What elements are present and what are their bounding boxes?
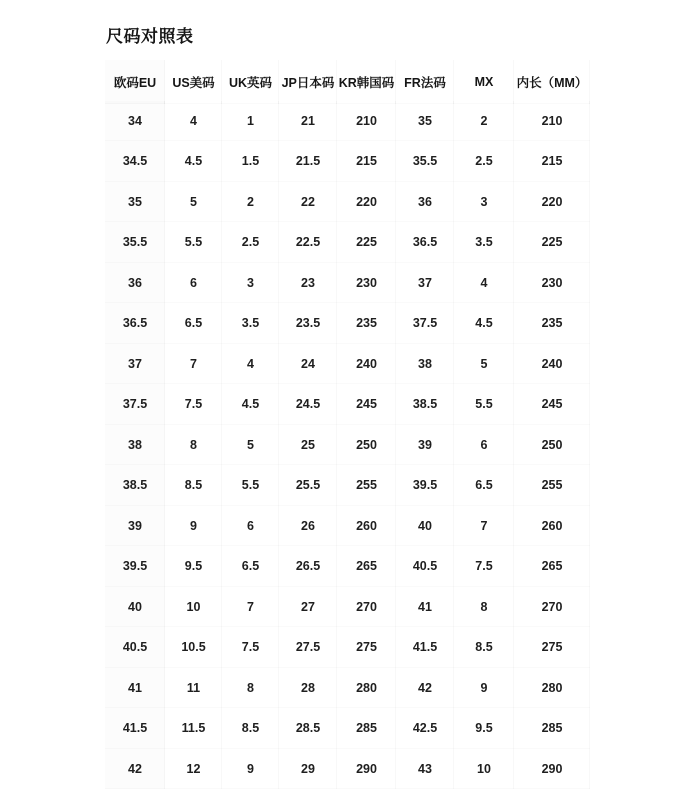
table-cell: 36.5 bbox=[396, 222, 454, 263]
table-cell: 5.5 bbox=[222, 465, 279, 506]
table-cell: 290 bbox=[514, 749, 590, 790]
table-cell: 25.5 bbox=[279, 465, 337, 506]
table-cell: 40.5 bbox=[396, 546, 454, 587]
table-cell: 40 bbox=[105, 587, 165, 628]
table-cell: 6.5 bbox=[222, 546, 279, 587]
table-cell: 38.5 bbox=[105, 465, 165, 506]
table-cell: 7.5 bbox=[222, 627, 279, 668]
table-cell: 22 bbox=[279, 182, 337, 223]
table-cell: 6.5 bbox=[454, 465, 514, 506]
column-header: JP日本码 bbox=[279, 60, 337, 104]
table-cell: 5 bbox=[454, 344, 514, 385]
table-cell: 35 bbox=[396, 101, 454, 142]
table-cell: 41.5 bbox=[396, 627, 454, 668]
table-cell: 265 bbox=[337, 546, 396, 587]
table-cell: 255 bbox=[337, 465, 396, 506]
table-cell: 9.5 bbox=[454, 708, 514, 749]
table-cell: 23.5 bbox=[279, 303, 337, 344]
table-cell: 24.5 bbox=[279, 384, 337, 425]
table-cell: 275 bbox=[337, 627, 396, 668]
table-cell: 36 bbox=[396, 182, 454, 223]
table-cell: 7 bbox=[165, 344, 222, 385]
table-cell: 38.5 bbox=[396, 384, 454, 425]
page-title: 尺码对照表 bbox=[106, 27, 194, 46]
size-conversion-table bbox=[105, 60, 590, 789]
table-cell: 8.5 bbox=[222, 708, 279, 749]
table-cell: 280 bbox=[337, 668, 396, 709]
column-header: 欧码EU bbox=[105, 60, 165, 104]
table-cell: 28 bbox=[279, 668, 337, 709]
table-cell: 3 bbox=[454, 182, 514, 223]
table-cell: 1 bbox=[222, 101, 279, 142]
table-cell: 34.5 bbox=[105, 141, 165, 182]
table-cell: 38 bbox=[396, 344, 454, 385]
table-cell: 6.5 bbox=[165, 303, 222, 344]
table-cell: 240 bbox=[337, 344, 396, 385]
column-header: US美码 bbox=[165, 60, 222, 104]
table-cell: 235 bbox=[514, 303, 590, 344]
table-cell: 215 bbox=[337, 141, 396, 182]
table-cell: 8 bbox=[165, 425, 222, 466]
table-cell: 3 bbox=[222, 263, 279, 304]
table-cell: 42 bbox=[396, 668, 454, 709]
table-cell: 255 bbox=[514, 465, 590, 506]
table-cell: 42.5 bbox=[396, 708, 454, 749]
table-cell: 9 bbox=[165, 506, 222, 547]
table-cell: 39.5 bbox=[105, 546, 165, 587]
table-cell: 35.5 bbox=[396, 141, 454, 182]
table-cell: 7.5 bbox=[454, 546, 514, 587]
table-cell: 4 bbox=[165, 101, 222, 142]
table-cell: 23 bbox=[279, 263, 337, 304]
column-header: 内长（MM） bbox=[514, 60, 590, 104]
table-cell: 37 bbox=[396, 263, 454, 304]
table-cell: 40.5 bbox=[105, 627, 165, 668]
table-cell: 26.5 bbox=[279, 546, 337, 587]
table-cell: 215 bbox=[514, 141, 590, 182]
table-cell: 4.5 bbox=[454, 303, 514, 344]
table-cell: 10.5 bbox=[165, 627, 222, 668]
table-cell: 210 bbox=[337, 101, 396, 142]
table-cell: 265 bbox=[514, 546, 590, 587]
table-cell: 5 bbox=[165, 182, 222, 223]
table-cell: 4 bbox=[222, 344, 279, 385]
table-cell: 9 bbox=[222, 749, 279, 790]
table-cell: 22.5 bbox=[279, 222, 337, 263]
table-cell: 43 bbox=[396, 749, 454, 790]
table-cell: 260 bbox=[514, 506, 590, 547]
table-cell: 245 bbox=[337, 384, 396, 425]
table-cell: 250 bbox=[337, 425, 396, 466]
table-cell: 4.5 bbox=[165, 141, 222, 182]
table-cell: 28.5 bbox=[279, 708, 337, 749]
table-cell: 220 bbox=[337, 182, 396, 223]
table-cell: 39 bbox=[105, 506, 165, 547]
table-cell: 41 bbox=[105, 668, 165, 709]
table-cell: 285 bbox=[514, 708, 590, 749]
table-cell: 39.5 bbox=[396, 465, 454, 506]
table-cell: 280 bbox=[514, 668, 590, 709]
table-cell: 41.5 bbox=[105, 708, 165, 749]
table-cell: 25 bbox=[279, 425, 337, 466]
table-cell: 8.5 bbox=[165, 465, 222, 506]
table-cell: 38 bbox=[105, 425, 165, 466]
table-cell: 270 bbox=[514, 587, 590, 628]
table-cell: 37.5 bbox=[396, 303, 454, 344]
table-cell: 40 bbox=[396, 506, 454, 547]
table-cell: 37.5 bbox=[105, 384, 165, 425]
table-cell: 35 bbox=[105, 182, 165, 223]
table-cell: 10 bbox=[454, 749, 514, 790]
table-cell: 230 bbox=[337, 263, 396, 304]
table-cell: 42 bbox=[105, 749, 165, 790]
table-cell: 7 bbox=[222, 587, 279, 628]
table-cell: 2 bbox=[222, 182, 279, 223]
table-cell: 6 bbox=[222, 506, 279, 547]
table-cell: 10 bbox=[165, 587, 222, 628]
table-cell: 12 bbox=[165, 749, 222, 790]
table-cell: 240 bbox=[514, 344, 590, 385]
table-cell: 5.5 bbox=[454, 384, 514, 425]
column-header: FR法码 bbox=[396, 60, 454, 104]
table-cell: 6 bbox=[454, 425, 514, 466]
table-cell: 8.5 bbox=[454, 627, 514, 668]
table-cell: 35.5 bbox=[105, 222, 165, 263]
table-cell: 235 bbox=[337, 303, 396, 344]
table-cell: 9.5 bbox=[165, 546, 222, 587]
table-cell: 1.5 bbox=[222, 141, 279, 182]
table-cell: 4.5 bbox=[222, 384, 279, 425]
table-cell: 6 bbox=[165, 263, 222, 304]
column-header: UK英码 bbox=[222, 60, 279, 104]
table-cell: 4 bbox=[454, 263, 514, 304]
table-cell: 250 bbox=[514, 425, 590, 466]
table-cell: 7.5 bbox=[165, 384, 222, 425]
table-cell: 225 bbox=[514, 222, 590, 263]
table-cell: 245 bbox=[514, 384, 590, 425]
table-cell: 3.5 bbox=[222, 303, 279, 344]
table-cell: 5.5 bbox=[165, 222, 222, 263]
table-cell: 225 bbox=[337, 222, 396, 263]
table-cell: 36 bbox=[105, 263, 165, 304]
table-cell: 275 bbox=[514, 627, 590, 668]
table-cell: 8 bbox=[454, 587, 514, 628]
table-cell: 3.5 bbox=[454, 222, 514, 263]
table-cell: 9 bbox=[454, 668, 514, 709]
table-cell: 11 bbox=[165, 668, 222, 709]
column-header: KR韩国码 bbox=[337, 60, 396, 104]
table-cell: 2 bbox=[454, 101, 514, 142]
table-cell: 27.5 bbox=[279, 627, 337, 668]
table-cell: 220 bbox=[514, 182, 590, 223]
table-cell: 29 bbox=[279, 749, 337, 790]
table-cell: 26 bbox=[279, 506, 337, 547]
table-cell: 290 bbox=[337, 749, 396, 790]
table-cell: 260 bbox=[337, 506, 396, 547]
table-cell: 230 bbox=[514, 263, 590, 304]
table-cell: 24 bbox=[279, 344, 337, 385]
table-cell: 2.5 bbox=[454, 141, 514, 182]
table-cell: 8 bbox=[222, 668, 279, 709]
table-cell: 2.5 bbox=[222, 222, 279, 263]
table-cell: 11.5 bbox=[165, 708, 222, 749]
table-cell: 37 bbox=[105, 344, 165, 385]
table-cell: 21 bbox=[279, 101, 337, 142]
table-cell: 7 bbox=[454, 506, 514, 547]
table-cell: 39 bbox=[396, 425, 454, 466]
table-cell: 36.5 bbox=[105, 303, 165, 344]
table-cell: 285 bbox=[337, 708, 396, 749]
table-cell: 270 bbox=[337, 587, 396, 628]
column-header: MX bbox=[454, 60, 514, 104]
table-cell: 210 bbox=[514, 101, 590, 142]
table-cell: 27 bbox=[279, 587, 337, 628]
table-cell: 21.5 bbox=[279, 141, 337, 182]
table-cell: 5 bbox=[222, 425, 279, 466]
table-cell: 34 bbox=[105, 101, 165, 142]
table-cell: 41 bbox=[396, 587, 454, 628]
